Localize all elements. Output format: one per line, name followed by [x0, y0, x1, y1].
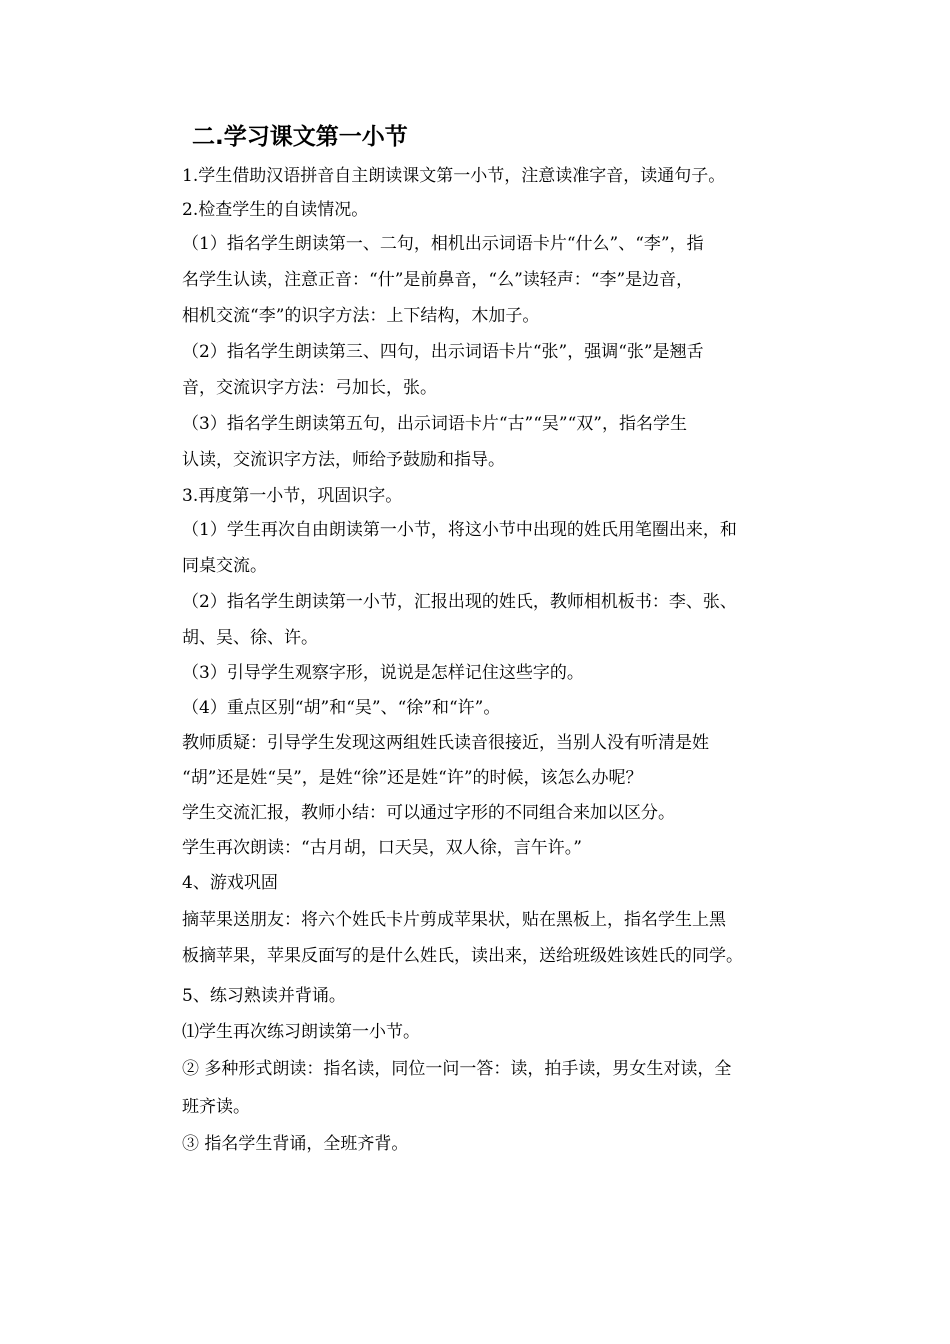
text-line: 1.学生借助汉语拼音自主朗读课文第一小节，注意读准字音，读通句子。 — [182, 166, 726, 186]
text-line: 认读，交流识字方法，师给予鼓励和指导。 — [182, 450, 505, 470]
text-line: 4、游戏巩固 — [182, 873, 278, 893]
text-line: （2）指名学生朗读第三、四句，出示词语卡片“张”，强调“张”是翘舌 — [182, 342, 704, 362]
text-line: （1）指名学生朗读第一、二句，相机出示词语卡片“什么”、“李”，指 — [182, 234, 704, 254]
text-line: （2）指名学生朗读第一小节，汇报出现的姓氏，教师相机板书：李、张、 — [182, 592, 737, 612]
text-line: 摘苹果送朋友：将六个姓氏卡片剪成苹果状，贴在黑板上，指名学生上黑 — [182, 910, 726, 930]
text-line: 班齐读。 — [182, 1097, 250, 1117]
text-line: ② 多种形式朗读：指名读，同位一问一答：读，拍手读，男女生对读，全 — [182, 1059, 732, 1079]
text-line: （3）引导学生观察字形，说说是怎样记住这些字的。 — [182, 663, 584, 683]
text-line: 5、练习熟读并背诵。 — [182, 986, 346, 1006]
text-line: ⑴学生再次练习朗读第一小节。 — [182, 1022, 420, 1042]
text-line: ③ 指名学生背诵，全班齐背。 — [182, 1134, 409, 1154]
text-line: 板摘苹果，苹果反面写的是什么姓氏，读出来，送给班级姓该姓氏的同学。 — [182, 946, 743, 966]
text-line: （4）重点区别“胡”和“吴”、“徐”和“许”。 — [182, 698, 501, 718]
text-line: 同桌交流。 — [182, 556, 267, 576]
text-line: 学生再次朗读：“古月胡，口天吴，双人徐，言午许。” — [182, 838, 582, 858]
text-line: （3）指名学生朗读第五句，出示词语卡片“古”“吴”“双”，指名学生 — [182, 414, 687, 434]
text-line: 名学生认读，注意正音：“什”是前鼻音，“么”读轻声：“李”是边音， — [182, 270, 694, 290]
text-line: 3.再度第一小节，巩固识字。 — [182, 486, 403, 506]
text-line: （1）学生再次自由朗读第一小节，将这小节中出现的姓氏用笔圈出来，和 — [182, 520, 737, 540]
text-line: 教师质疑：引导学生发现这两组姓氏读音很接近，当别人没有听清是姓 — [182, 733, 709, 753]
text-line: 学生交流汇报，教师小结：可以通过字形的不同组合来加以区分。 — [182, 803, 675, 823]
section-heading: 二.学习课文第一小节 — [192, 124, 408, 150]
text-line: 相机交流“李”的识字方法：上下结构，木加子。 — [182, 306, 540, 326]
text-line: 2.检查学生的自读情况。 — [182, 200, 369, 220]
text-line: 音，交流识字方法：弓加长，张。 — [182, 378, 437, 398]
text-line: “胡”还是姓“吴”，是姓“徐”还是姓“许”的时候，该怎么办呢？ — [182, 768, 643, 788]
text-line: 胡、吴、徐、许。 — [182, 628, 318, 648]
